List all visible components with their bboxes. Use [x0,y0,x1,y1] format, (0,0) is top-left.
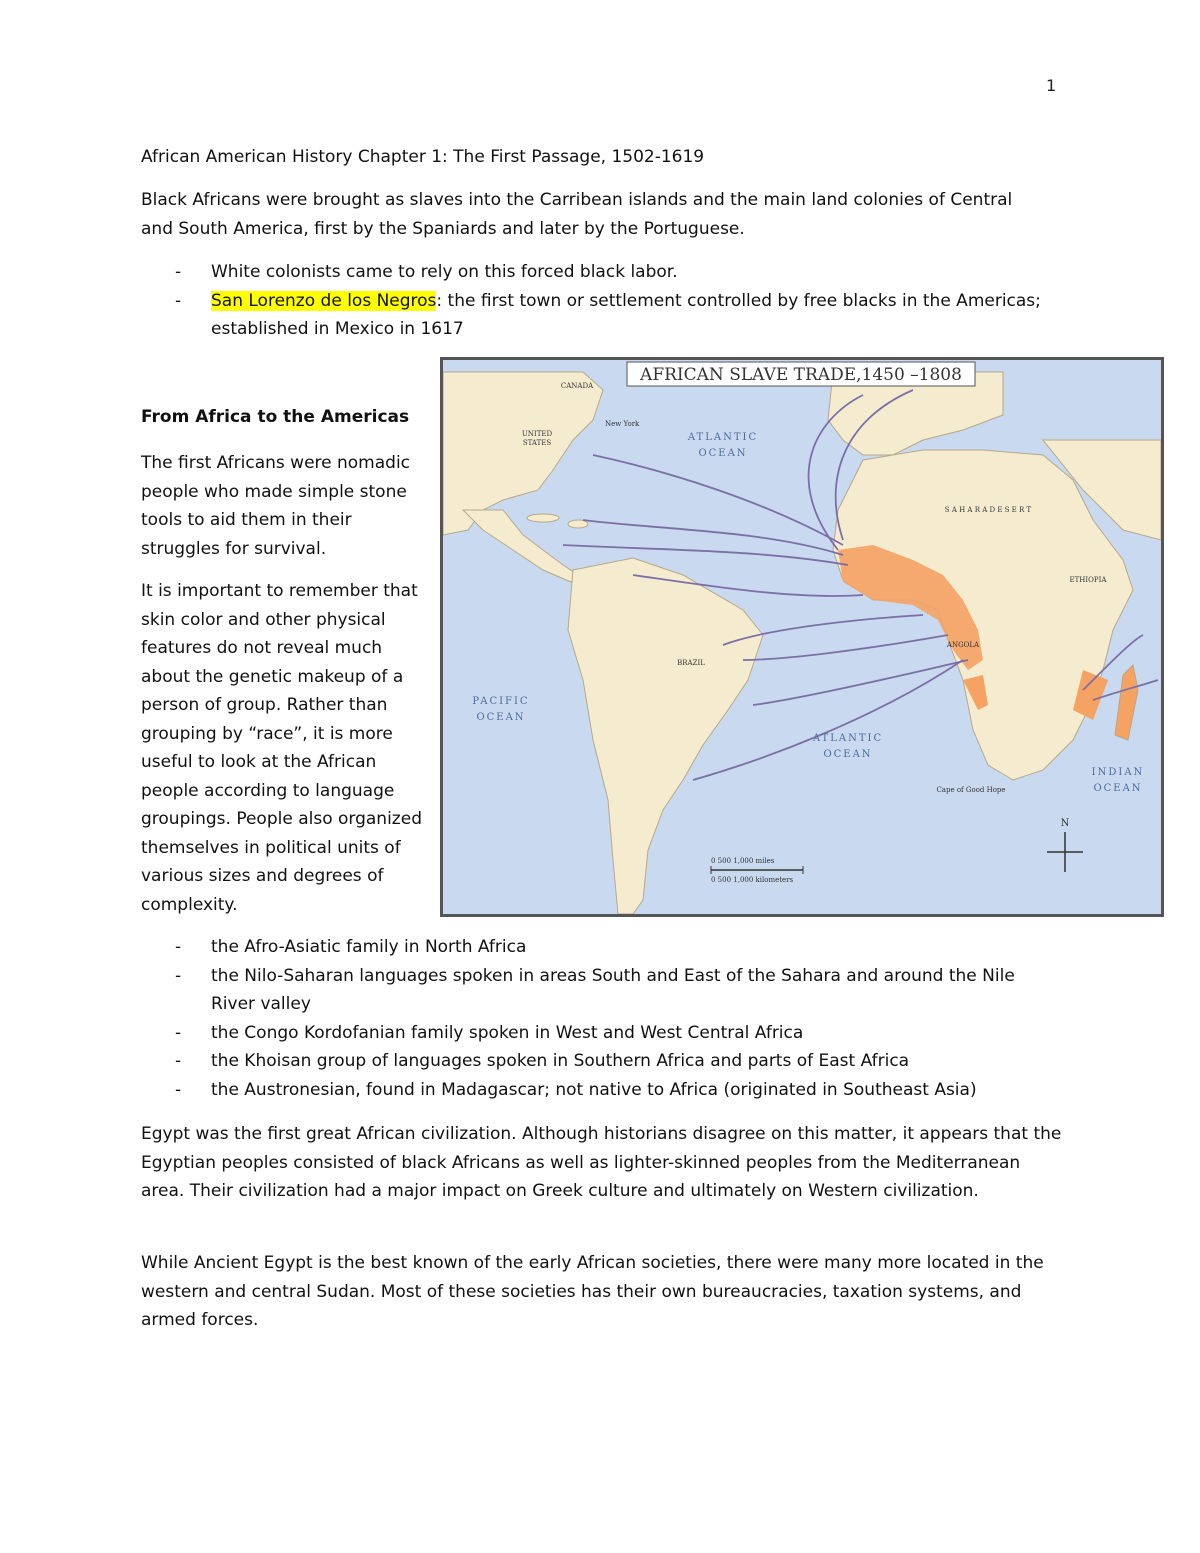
atlantic-south-label: ATLANTIC [812,733,884,744]
section-paragraph-2: It is important to remember that skin color and other physical features do not reveal much about the genetic makeup of a person of group. Rather than grouping by “race”, it is more useful to look at the African people according to language groupings. People also organized themselves in political units of various sizes and degrees of complexity. [141,581,422,915]
cuba [527,514,559,522]
hispaniola [568,520,588,528]
language-bullet: - the Austronesian, found in Madagascar; not native to Africa (originated in Southeast Asia) [175,1079,977,1100]
language-bullet-list [175,933,1055,1104]
intro-bullet-list [175,258,1075,344]
atlantic-south-label-2: OCEAN [823,749,873,760]
slave-trade-map [440,357,1164,917]
united-states-label: UNITED [521,430,553,438]
language-bullet: - the Nilo-Saharan languages spoken in areas South and East of the Sahara and around the Nile River valley [175,965,1015,1014]
united-states-label-2: STATES [522,439,552,447]
document-title: African American History Chapter 1: The First Passage, 1502-1619 [141,147,705,167]
intro-paragraph: Black Africans were brought as slaves into the Carribean islands and the main land colonies of Central and South America, first by the Spaniards and later by the Portuguese. [141,190,1013,239]
intro-bullet: - White colonists came to rely on this forced black labor. [175,262,678,282]
language-bullet: - the Congo Kordofanian family spoken in West and West Central Africa [175,1022,804,1043]
cape-label: Cape of Good Hope [936,786,1006,794]
scale-km-label: 0 500 1,000 kilometers [711,876,794,884]
indian-label-2: OCEAN [1093,783,1143,794]
highlighted-term: San Lorenzo de los Negros [211,290,437,311]
section-paragraph-1: The first Africans were nomadic people who made simple stone tools to aid them in their struggles for survival. [141,453,411,559]
canada-label: CANADA [560,382,594,390]
angola-label: ANGOLA [946,641,980,649]
map-svg [443,360,1161,914]
page-number: 1 [1046,76,1057,95]
new-york-label: New York [605,420,640,428]
ethiopia-label: ETHIOPIA [1069,576,1107,584]
intro-bullet-text: : the first town or settlement controlled by free blacks in the Americas; established in Mexico in 1617 [211,290,1041,339]
atlantic-north-label-2: OCEAN [698,448,748,459]
language-bullet: - the Afro-Asiatic family in North Africa [175,937,527,957]
indian-label: INDIAN [1091,767,1145,778]
egypt-paragraph: Egypt was the first great African civilization. Although historians disagree on this matter, it appears that the Egyptian peoples consisted of black Africans as well as lighter-skinned peoples from the Mediterranean area. Their civilization had a major impact on Greek culture and ultimately on Western civilization. [141,1124,1062,1201]
section-heading: From Africa to the Americas [141,407,410,427]
map-title: AFRICAN SLAVE TRADE,1450 –1808 [640,365,962,385]
sudan-paragraph: While Ancient Egypt is the best known of the early African societies, there were many more located in the western and central Sudan. Most of these societies has their own bureaucracies, taxation systems, and armed forces. [141,1253,1044,1330]
sahara-label: S A H A R A D E S E R T [944,506,1032,514]
pacific-label: PACIFIC [472,696,530,707]
pacific-label-2: OCEAN [476,712,526,723]
brazil-label: BRAZIL [677,659,705,667]
language-bullet: - the Khoisan group of languages spoken in Southern Africa and parts of East Africa [175,1051,910,1071]
intro-bullet-text: White colonists came to rely on this forced black labor. [211,262,678,282]
intro-bullet: - San Lorenzo de los Negros: the first town or settlement controlled by free blacks in the Americas; established in Mexico in 1617 [175,290,1041,339]
compass-north-label: N [1060,818,1070,829]
scale-miles-label: 0 500 1,000 miles [711,857,775,865]
atlantic-north-label: ATLANTIC [687,432,759,443]
